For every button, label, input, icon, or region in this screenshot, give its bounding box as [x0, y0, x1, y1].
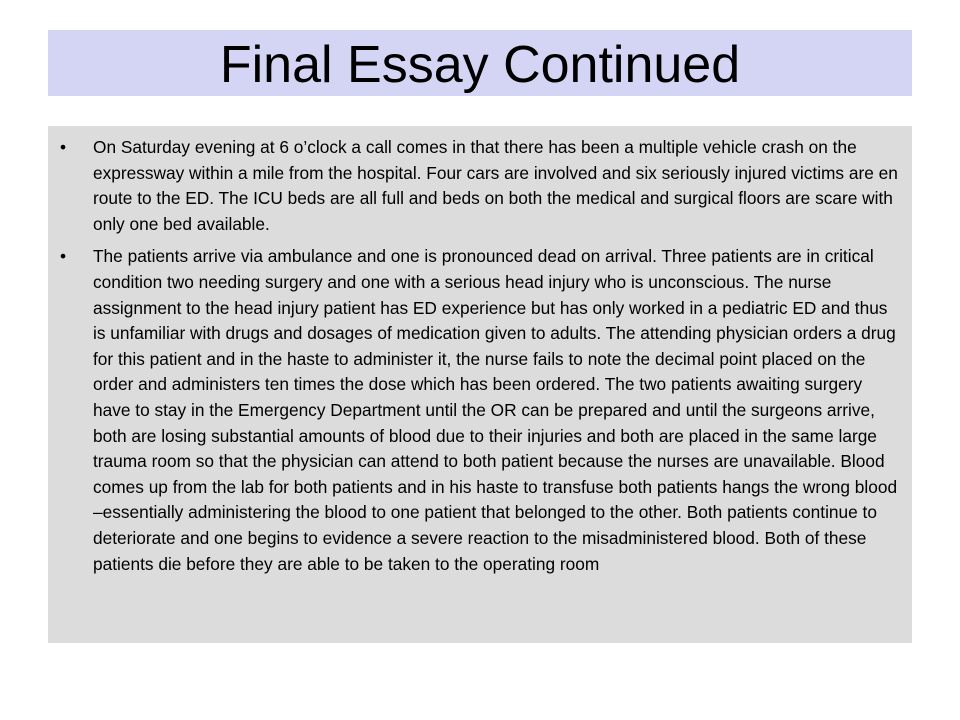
bullet-text: The patients arrive via ambulance and one is pronounced dead on arrival. Three patients are in critical condition two needing surgery and one with a serious head injury who is unconscious. The nurse assignment to the head injury patient has ED experience but has only worked in a pediatric ED and thus is unfamiliar with drugs and dosages of medication given to adults. The attending physician orders a drug for this patient and in the haste to administer it, the nurse fails to note the decimal point placed on the order and administers ten times the dose which has been ordered. The two patients awaiting surgery have to stay in the Emergency Department until the OR can be prepared and until the surgeons arrive, both are losing substantial amounts of blood due to their injuries and both are placed in the same large trauma room so that the physician can attend to both patient because the nurses are unavailable. Blood comes up from the lab for both patients and in his haste to transfuse both patients hangs the wrong blood –essentially administering the blood to one patient that belonged to the other. Both patients continue to deteriorate and one begins to evidence a severe reaction to the misadministered blood. Both of these patients die before they are able to be taken to the operating room	[93, 246, 898, 574]
bullet-text: On Saturday evening at 6 o’clock a call comes in that there has been a multiple vehicle crash on the expressway within a mile from the hospital. Four cars are involved and six seriously injured victims are en route to the ED. The ICU beds are all full and beds on both the medical and surgical floors are scare with only one bed available.	[93, 137, 898, 234]
bullet-list	[48, 135, 912, 584]
bullet-marker: •	[60, 246, 67, 267]
bullet-marker: •	[60, 137, 67, 157]
slide-title: Final Essay Continued	[219, 36, 741, 94]
bullet-item	[48, 244, 912, 577]
bullet-item	[48, 135, 912, 237]
